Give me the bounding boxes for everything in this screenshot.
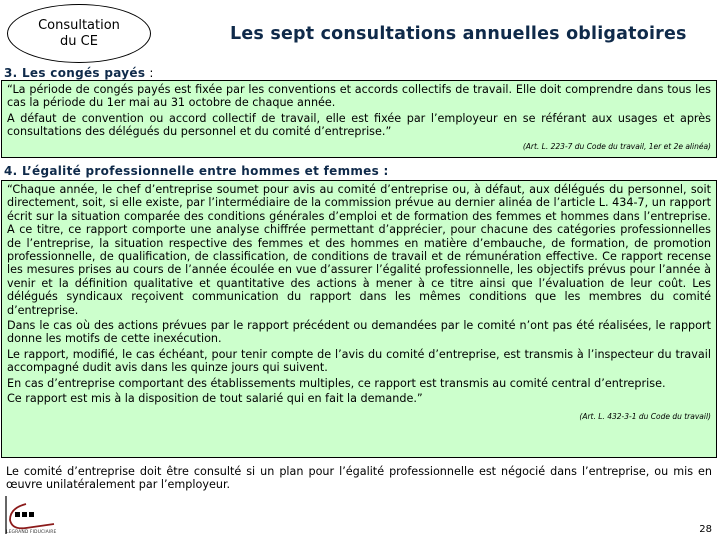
page-number: 28 — [699, 524, 712, 535]
section-3-citation: (Art. L. 223-7 du Code du travail, 1er et 2e alinéa) — [522, 141, 711, 151]
section-4-paragraph: Le rapport, modifié, le cas échéant, pour tenir compte de l’avis du comité d’entreprise, est transmis à l’inspecteur du travail accompagné dudit avis dans les quinze jours qui suivent. — [7, 347, 711, 375]
section-4-quote-box — [1, 180, 717, 458]
badge-line-2: du CE — [60, 33, 98, 49]
section-3-heading-colon: : — [145, 66, 154, 80]
logo-caption: LEGRAND FIDUCIAIRE — [6, 530, 57, 535]
section-3-heading-text: 3. Les congés payés — [4, 66, 146, 80]
section-3-paragraph: “La période de congés payés est fixée par les conventions et accords collectifs de travail. Elle doit comprendre dans tous les cas la période du 1er mai au 31 octobre de chaque année. — [7, 83, 711, 110]
page-title: Les sept consultations annuelles obligatoires — [230, 24, 687, 44]
section-4-heading: 4. L’égalité professionnelle entre hommes et femmes : — [4, 164, 389, 178]
section-4-paragraph: Ce rapport est mis à la disposition de tout salarié qui en fait la demande.” — [7, 392, 423, 406]
section-4-citation: (Art. L. 432-3-1 du Code du travail) — [579, 411, 711, 421]
section-4-paragraph: Dans le cas où des actions prévues par le rapport précédent ou demandées par le comité n’ont pas été réalisées, le rapport donne les motifs de cette inexécution. — [7, 319, 711, 346]
section-3-quote-box — [1, 80, 717, 158]
section-4-paragraph: En cas d’entreprise comportant des établissements multiples, ce rapport est transmis au comité central d’entreprise. — [7, 376, 666, 390]
section-4-paragraph: “Chaque année, le chef d’entreprise soumet pour avis au comité d’entreprise ou, à défaut, aux délégués du personnel, soit directement, soit, si elle existe, par l’intermédiaire de la commission prévue au dernier alinéa de l’article L. 434-7, un rapport écrit sur la situation comparée des conditions générales d’emploi et de formation des femmes et hommes dans l’entreprise. A ce titre, ce rapport comporte une analyse chiffrée permettant d’apprécier, pour chacune des catégories professionnelles de l’entreprise, la situation respective des femmes et des hommes en matière d’embauche, de formation, de promotion professionnelle, de qualification, de classification, de conditions de travail et de rémunération effective. Ce rapport recense les mesures prises au cours de l’année écoulée en vue d’assurer l’égalité professionnelle, les objectifs prévus pour l’année à venir et la définition qualitative et quantitative des actions à mener à ce titre ainsi que l’évaluation de leur coût. Les délégués syndicaux reçoivent communication du rapport dans les mêmes conditions que les membres du comité d’entreprise. — [7, 183, 711, 317]
consultation-badge — [7, 4, 151, 63]
section-3-paragraph: A défaut de convention ou accord collectif de travail, elle est fixée par l’employeur en se référant aux usages et après consultations des délégués du personnel et du comité d’entreprise.” — [7, 111, 711, 139]
section-3-heading — [4, 66, 154, 80]
badge-line-1: Consultation — [38, 17, 120, 33]
footer-note: Le comité d’entreprise doit être consulté si un plan pour l’égalité professionnelle est négocié dans l’entreprise, ou mis en œuvre unilatéralement par l’employeur. — [6, 465, 712, 492]
